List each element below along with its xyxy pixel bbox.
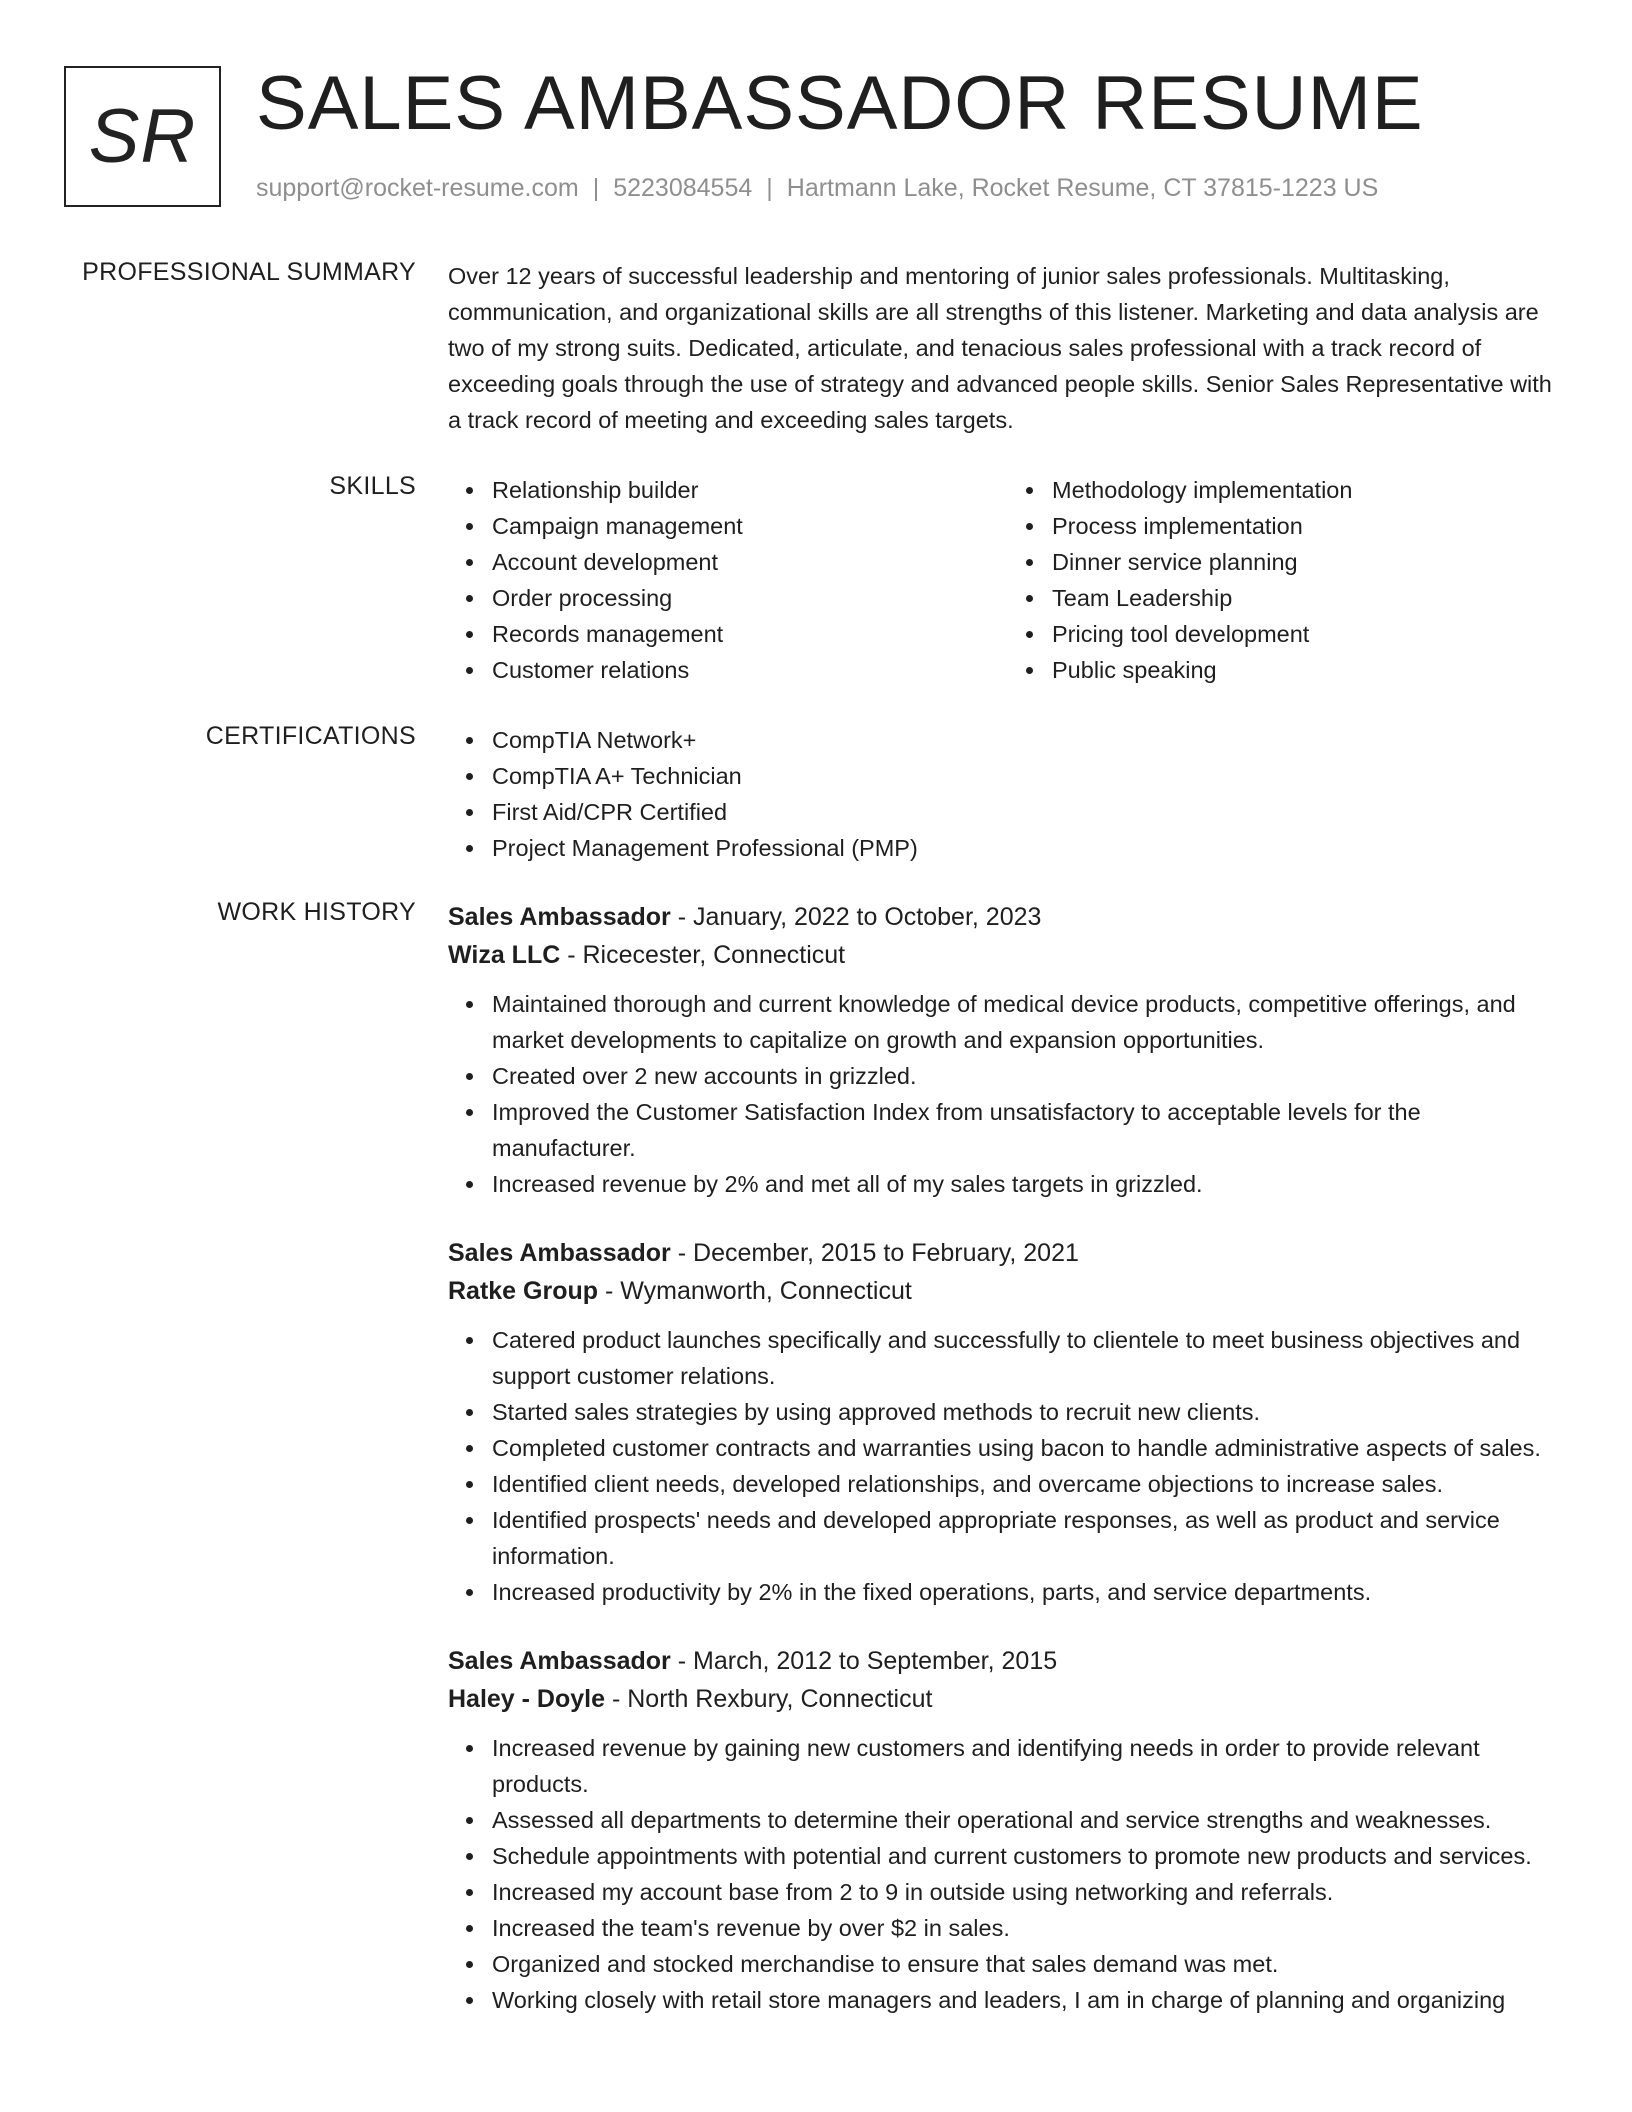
list-item: Catered product launches specifically and successfully to clientele to meet business objectives and support customer relations. xyxy=(492,1322,1568,1394)
job-company: Wiza LLC xyxy=(448,941,561,969)
resume-title: SALES AMBASSADOR RESUME xyxy=(256,61,1424,146)
skills-list-right xyxy=(1008,472,1568,688)
skills-body xyxy=(448,472,1568,688)
contact-address: Hartmann Lake, Rocket Resume, CT 37815-1223 US xyxy=(786,174,1379,202)
list-item: Completed customer contracts and warranties using bacon to handle administrative aspects of sales. xyxy=(492,1430,1568,1466)
list-item: Pricing tool development xyxy=(1052,616,1568,652)
list-item: Identified client needs, developed relationships, and overcame objections to increase sales. xyxy=(492,1466,1568,1502)
section-label: WORK HISTORY xyxy=(217,898,416,926)
list-item: Improved the Customer Satisfaction Index from unsatisfactory to acceptable levels for the manufacturer. xyxy=(492,1094,1568,1166)
list-item: Maintained thorough and current knowledge of medical device products, competitive offerings, and market developments to capitalize on growth and expansion opportunities. xyxy=(492,986,1568,1058)
job-bullets xyxy=(448,1322,1568,1610)
section-label: SKILLS xyxy=(329,472,416,500)
job-title-line xyxy=(448,898,1568,936)
list-item: Working closely with retail store managers and leaders, I am in charge of planning and organizing xyxy=(492,1982,1568,2018)
list-item: Campaign management xyxy=(492,508,1008,544)
job-location: - Wymanworth, Connecticut xyxy=(598,1277,912,1305)
list-item: Dinner service planning xyxy=(1052,544,1568,580)
list-item: Order processing xyxy=(492,580,1008,616)
list-item: Relationship builder xyxy=(492,472,1008,508)
list-item: First Aid/CPR Certified xyxy=(492,794,1568,830)
job-entry xyxy=(448,1642,1568,2018)
list-item: Public speaking xyxy=(1052,652,1568,688)
skills-list-left xyxy=(448,472,1008,688)
job-title-line xyxy=(448,1642,1568,1680)
list-item: Team Leadership xyxy=(1052,580,1568,616)
list-item: Identified prospects' needs and developed appropriate responses, as well as product and service information. xyxy=(492,1502,1568,1574)
list-item: Increased the team's revenue by over $2 in sales. xyxy=(492,1910,1568,1946)
list-item: CompTIA A+ Technician xyxy=(492,758,1568,794)
work-history-body xyxy=(448,898,1568,2050)
job-company: Ratke Group xyxy=(448,1277,599,1305)
job-bullets xyxy=(448,986,1568,1202)
certifications-body xyxy=(448,722,1568,866)
certifications-list xyxy=(448,722,1568,866)
resume-header xyxy=(64,61,1592,211)
list-item: Schedule appointments with potential and current customers to promote new products and services. xyxy=(492,1838,1568,1874)
summary-body xyxy=(448,258,1568,438)
contact-separator: | xyxy=(766,174,773,202)
monogram-logo: SR xyxy=(64,66,221,207)
list-item: CompTIA Network+ xyxy=(492,722,1568,758)
job-company: Haley - Doyle xyxy=(448,1685,606,1713)
job-title-line xyxy=(448,1234,1568,1272)
list-item: Account development xyxy=(492,544,1008,580)
job-entry xyxy=(448,898,1568,1202)
job-title: Sales Ambassador xyxy=(448,1647,671,1675)
job-dates: - March, 2012 to September, 2015 xyxy=(670,1647,1058,1675)
list-item: Assessed all departments to determine their operational and service strengths and weaknesses. xyxy=(492,1802,1568,1838)
list-item: Customer relations xyxy=(492,652,1008,688)
job-location: - North Rexbury, Connecticut xyxy=(605,1685,933,1713)
list-item: Started sales strategies by using approved methods to recruit new clients. xyxy=(492,1394,1568,1430)
contact-phone: 5223084554 xyxy=(613,174,753,202)
job-location: - Ricecester, Connecticut xyxy=(560,941,846,969)
section-label: PROFESSIONAL SUMMARY xyxy=(82,258,416,286)
contact-line xyxy=(256,174,1378,203)
list-item: Process implementation xyxy=(1052,508,1568,544)
job-dates: - December, 2015 to February, 2021 xyxy=(670,1239,1079,1267)
job-company-line xyxy=(448,1272,1568,1310)
job-title: Sales Ambassador xyxy=(448,1239,671,1267)
job-title: Sales Ambassador xyxy=(448,903,671,931)
job-company-line xyxy=(448,1680,1568,1718)
list-item: Increased my account base from 2 to 9 in outside using networking and referrals. xyxy=(492,1874,1568,1910)
summary-text: Over 12 years of successful leadership and mentoring of junior sales professionals. Multitasking, communication, and organizational skills are all strengths of this listener. Marketing and data analysis are two of my strong suits. Dedicated, articulate, and tenacious sales professional with a track record of exceeding goals through the use of strategy and advanced people skills. Senior Sales Representative with a track record of meeting and exceeding sales targets. xyxy=(448,263,1552,433)
list-item: Increased revenue by 2% and met all of my sales targets in grizzled. xyxy=(492,1166,1568,1202)
job-bullets xyxy=(448,1730,1568,2018)
list-item: Increased revenue by gaining new customers and identifying needs in order to provide relevant products. xyxy=(492,1730,1568,1802)
list-item: Project Management Professional (PMP) xyxy=(492,830,1568,866)
contact-separator: | xyxy=(592,174,600,202)
job-company-line xyxy=(448,936,1568,974)
job-dates: - January, 2022 to October, 2023 xyxy=(670,903,1042,931)
contact-email: support@rocket-resume.com xyxy=(256,174,579,202)
list-item: Methodology implementation xyxy=(1052,472,1568,508)
list-item: Increased productivity by 2% in the fixed operations, parts, and service departments. xyxy=(492,1574,1568,1610)
list-item: Created over 2 new accounts in grizzled. xyxy=(492,1058,1568,1094)
list-item: Records management xyxy=(492,616,1008,652)
list-item: Organized and stocked merchandise to ensure that sales demand was met. xyxy=(492,1946,1568,1982)
job-entry xyxy=(448,1234,1568,1610)
section-label: CERTIFICATIONS xyxy=(205,722,416,750)
